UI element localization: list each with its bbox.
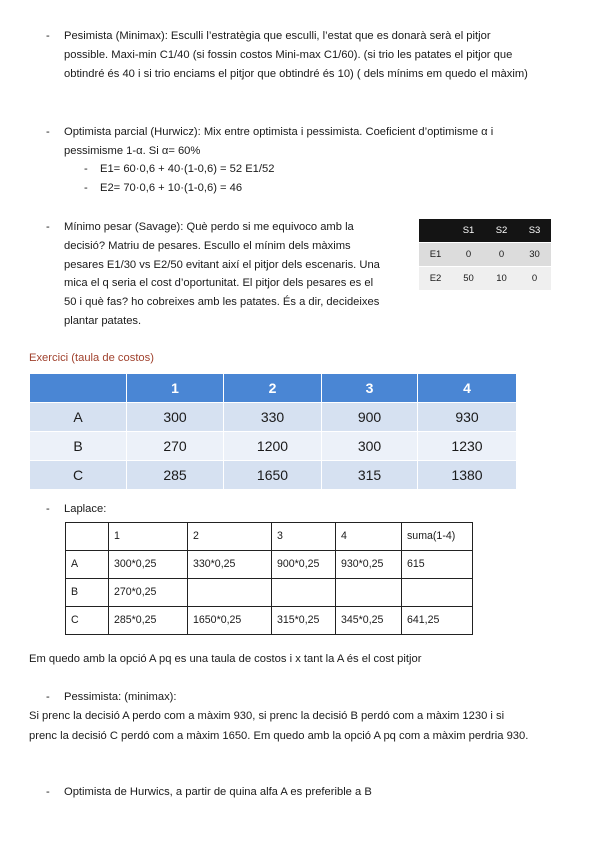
text-line: pessimisme 1-α. Si α= 60% bbox=[64, 145, 201, 157]
costos-row bbox=[30, 432, 517, 461]
matrix-cell: 0 bbox=[518, 267, 551, 291]
matrix-header-cell bbox=[419, 219, 452, 243]
pessimista2-label: Pessimista: (minimax): bbox=[64, 691, 177, 703]
laplace-cell: B bbox=[66, 579, 109, 607]
sub-bullet: - bbox=[84, 163, 88, 175]
costos-cell: 1230 bbox=[418, 432, 517, 461]
formula-e1: E1= 60·0,6 + 40·(1-0,6) = 52 E1/52 bbox=[100, 163, 275, 175]
matrix-header-cell: S1 bbox=[452, 219, 485, 243]
matrix-row bbox=[419, 243, 551, 267]
laplace-cell bbox=[188, 579, 272, 607]
matrix-cell: 30 bbox=[518, 243, 551, 267]
laplace-cell: 900*0,25 bbox=[272, 551, 336, 579]
costos-cell: 285 bbox=[127, 461, 224, 490]
bullet: - bbox=[46, 30, 50, 42]
text-line: Mínimo pesar (Savage): Què perdo si me equivoco amb la bbox=[64, 221, 354, 233]
laplace-header-cell: 1 bbox=[109, 523, 188, 551]
matrix-cell: 10 bbox=[485, 267, 518, 291]
costos-row bbox=[30, 461, 517, 490]
laplace-cell: 1650*0,25 bbox=[188, 607, 272, 635]
costos-header-cell bbox=[30, 374, 127, 403]
text-line: possible. Maxi-min C1/40 (si fossin costos Mini-max C1/60). (si trio les patates el pitjor que bbox=[64, 49, 513, 61]
matrix-cell: 0 bbox=[485, 243, 518, 267]
costos-cell: 900 bbox=[322, 403, 418, 432]
costos-cell: 1380 bbox=[418, 461, 517, 490]
costos-cell: 1200 bbox=[224, 432, 322, 461]
pesares-matrix bbox=[419, 219, 551, 291]
costos-row bbox=[30, 403, 517, 432]
text-line: Optimista parcial (Hurwicz): Mix entre optimista i pessimista. Coeficient d’optimisme α i bbox=[64, 126, 494, 138]
costos-header-cell: 3 bbox=[322, 374, 418, 403]
laplace-cell: A bbox=[66, 551, 109, 579]
laplace-cell: 330*0,25 bbox=[188, 551, 272, 579]
text-line: mica el q seria el cost d’oportunitat. El pitjor dels pesares es el bbox=[64, 277, 374, 289]
laplace-cell: 641,25 bbox=[402, 607, 473, 635]
laplace-cell: 300*0,25 bbox=[109, 551, 188, 579]
costos-header-cell: 1 bbox=[127, 374, 224, 403]
text-line: decisió? Matriu de pesares. Escullo el mínim dels màxims bbox=[64, 240, 351, 252]
text-line: obtindré és 40 i si trio enciams el pitjor que obtindré és 10) ( dels mínims em quedo el màxim) bbox=[64, 68, 528, 80]
hurwics-question: Optimista de Hurwics, a partir de quina alfa A es preferible a B bbox=[64, 786, 372, 798]
laplace-row bbox=[66, 579, 473, 607]
exercici-heading: Exercici (taula de costos) bbox=[29, 352, 154, 364]
bullet: - bbox=[46, 503, 50, 515]
laplace-header-cell: 2 bbox=[188, 523, 272, 551]
laplace-cell: C bbox=[66, 607, 109, 635]
text-line: prenc la decisió C perdó com a màxim 1650. Em quedo amb la opció A pq com a màxim perdria 930. bbox=[29, 730, 529, 742]
matrix-cell: E2 bbox=[419, 267, 452, 291]
laplace-cell: 285*0,25 bbox=[109, 607, 188, 635]
matrix-row bbox=[419, 267, 551, 291]
matrix-cell: 50 bbox=[452, 267, 485, 291]
text-line: Pesimista (Minimax): Esculli l’estratègia que esculli, l’estat que es donarà serà el pitjor bbox=[64, 30, 491, 42]
costos-header-row bbox=[30, 374, 517, 403]
laplace-cell bbox=[402, 579, 473, 607]
costos-cell: 315 bbox=[322, 461, 418, 490]
laplace-label: Laplace: bbox=[64, 503, 107, 515]
costos-cell: 270 bbox=[127, 432, 224, 461]
laplace-table bbox=[65, 522, 473, 635]
costos-cell: 930 bbox=[418, 403, 517, 432]
text-line: plantar patates. bbox=[64, 315, 142, 327]
laplace-header-row bbox=[66, 523, 473, 551]
laplace-header-cell: 4 bbox=[336, 523, 402, 551]
matrix-cell: E1 bbox=[419, 243, 452, 267]
costos-cell: C bbox=[30, 461, 127, 490]
bullet: - bbox=[46, 786, 50, 798]
matrix-header-cell: S3 bbox=[518, 219, 551, 243]
laplace-row bbox=[66, 551, 473, 579]
costos-cell: 1650 bbox=[224, 461, 322, 490]
costos-cell: B bbox=[30, 432, 127, 461]
text-line: Si prenc la decisió A perdo com a màxim 930, si prenc la decisió B perdó com a màxim 1230 i si bbox=[29, 710, 505, 722]
laplace-header-cell: suma(1-4) bbox=[402, 523, 473, 551]
bullet: - bbox=[46, 221, 50, 233]
formula-e2: E2= 70·0,6 + 10·(1-0,6) = 46 bbox=[100, 182, 243, 194]
laplace-row bbox=[66, 607, 473, 635]
costos-cell: A bbox=[30, 403, 127, 432]
matrix-cell: 0 bbox=[452, 243, 485, 267]
laplace-cell: 270*0,25 bbox=[109, 579, 188, 607]
laplace-cell: 345*0,25 bbox=[336, 607, 402, 635]
laplace-header-cell: 3 bbox=[272, 523, 336, 551]
laplace-cell bbox=[272, 579, 336, 607]
matrix-header-row bbox=[419, 219, 551, 243]
conclusion-text: Em quedo amb la opció A pq es una taula de costos i x tant la A és el cost pitjor bbox=[29, 653, 422, 665]
costos-table bbox=[29, 373, 517, 490]
costos-cell: 330 bbox=[224, 403, 322, 432]
laplace-cell: 315*0,25 bbox=[272, 607, 336, 635]
costos-cell: 300 bbox=[322, 432, 418, 461]
bullet: - bbox=[46, 691, 50, 703]
costos-header-cell: 4 bbox=[418, 374, 517, 403]
costos-header-cell: 2 bbox=[224, 374, 322, 403]
laplace-cell bbox=[336, 579, 402, 607]
costos-cell: 300 bbox=[127, 403, 224, 432]
text-line: 50 i què fas? ho cobreixes amb les patates. És a dir, decideixes bbox=[64, 296, 380, 308]
laplace-cell: 930*0,25 bbox=[336, 551, 402, 579]
sub-bullet: - bbox=[84, 182, 88, 194]
matrix-header-cell: S2 bbox=[485, 219, 518, 243]
text-line: pesares E1/30 vs E2/50 evitant així el pitjor dels escenaris. Una bbox=[64, 259, 380, 271]
bullet: - bbox=[46, 126, 50, 138]
laplace-header-cell bbox=[66, 523, 109, 551]
laplace-cell: 615 bbox=[402, 551, 473, 579]
